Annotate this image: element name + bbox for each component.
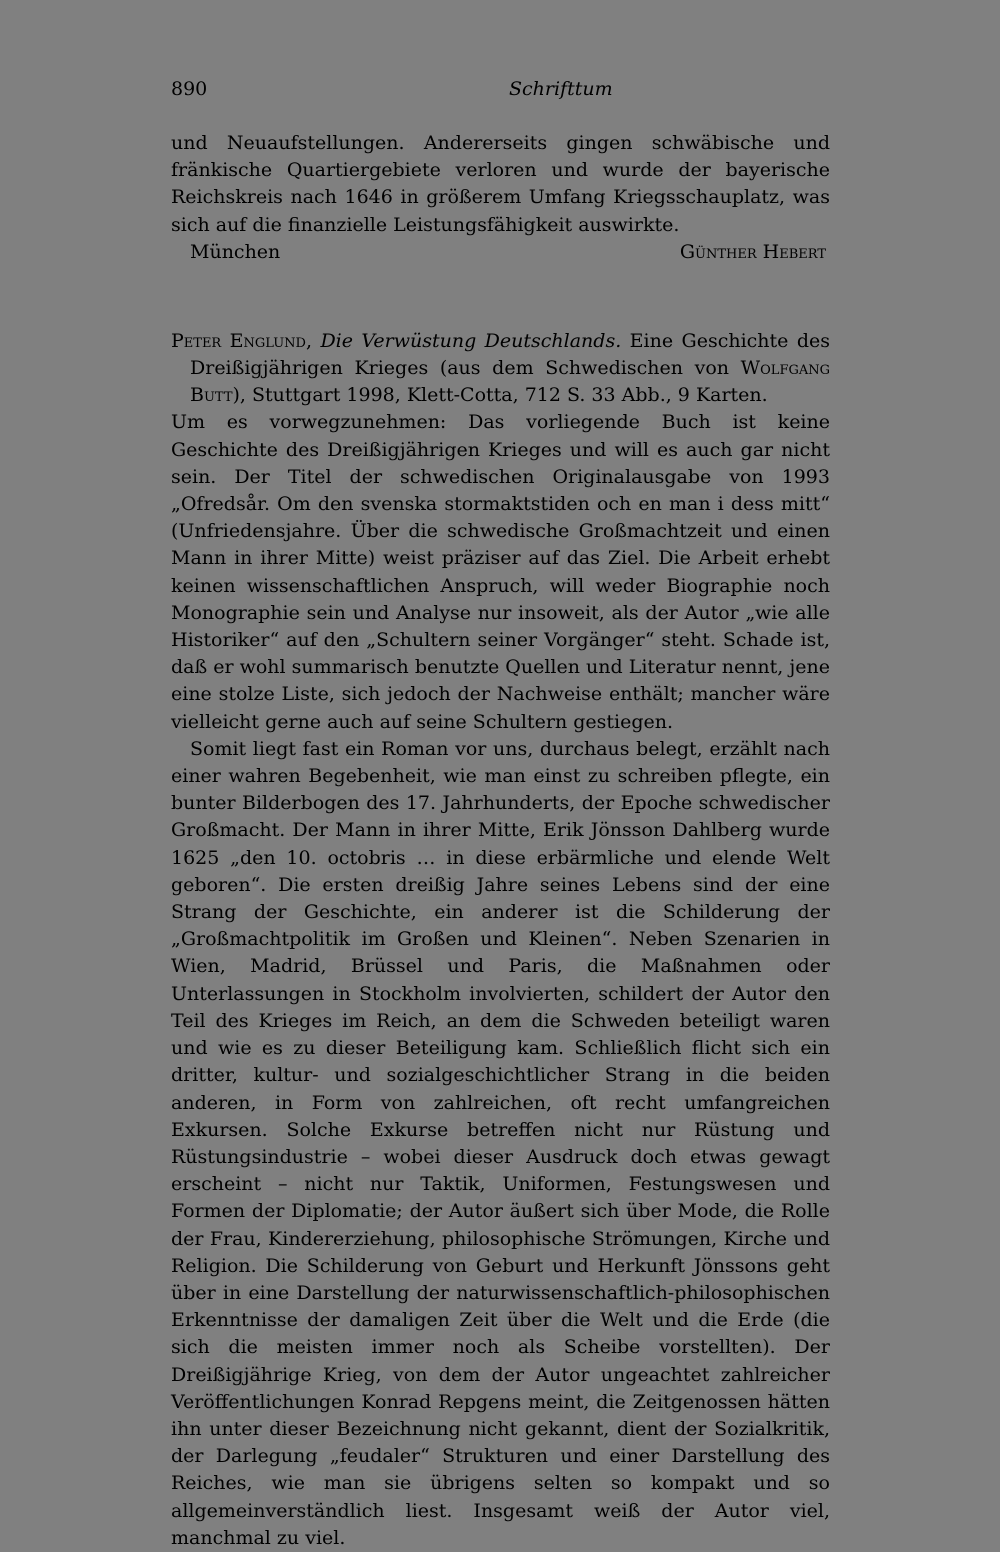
page-header bbox=[171, 78, 830, 110]
book-title: Die Verwüstung Deutschlands. bbox=[320, 329, 622, 352]
review-paragraph-1: Um es vorwegzunehmen: Das vorliegende Buch ist keine Geschichte des Dreißigjährigen Krieges und will es auch gar nicht sein. Der Titel der schwedischen Originalausgabe von 1993 „Ofredsår. Om den svenska stormaktstiden och en man i dess mitt“ (Unfriedensjahre. Über die schwedische Großmachtzeit und einen Mann in ihrer Mitte) weist präziser auf das Ziel. Die Arbeit erhebt keinen wissenschaftlichen Anspruch, will weder Biographie noch Monographie sein und Analyse nur insoweit, als der Autor „wie alle Historiker“ auf den „Schultern seiner Vorgänger“ steht. Schade ist, daß er wohl summarisch benutzte Quellen und Literatur nennt, jene eine stolze Liste, sich jedoch der Nachweise enthält; mancher wäre vielleicht gerne auch auf seine Schultern gestiegen. bbox=[171, 411, 830, 733]
signature-reviewer: Günther Hebert bbox=[679, 240, 826, 263]
page-number: 890 bbox=[171, 78, 208, 100]
running-head: Schrifttum bbox=[509, 78, 613, 100]
book-author: Peter Englund bbox=[171, 329, 306, 352]
section-gap bbox=[171, 266, 830, 328]
previous-review-ending: und Neuaufstellungen. Andererseits gingen schwäbische und fränkische Quartiergebiete verloren und wurde der bayerische Reichskreis nach 1646 in größerem Umfang Kriegsschauplatz, was sich auf die finanzielle Leistungsfähigkeit auswirkte. bbox=[171, 132, 830, 236]
text-block bbox=[171, 130, 830, 1552]
review-paragraph-2: Somit liegt fast ein Roman vor uns, durchaus belegt, erzählt nach einer wahren Begebenheit, wie man einst zu schreiben pflegte, ein bunter Bilderbogen des 17. Jahrhunderts, der Epoche schwedischer Großmacht. Der Mann in ihrer Mitte, Erik Jönsson Dahlberg wurde 1625 „den 10. octobris … in diese erbärmliche und elende Welt geboren“. Die ersten dreißig Jahre seines Lebens sind der eine Strang der Geschichte, ein anderer ist die Schilderung der „Großmachtpolitik im Großen und Kleinen“. Neben Szenarien in Wien, Madrid, Brüssel und Paris, die Maßnahmen oder Unterlassungen in Stockholm involvierten, schildert der Autor den Teil des Krieges im Reich, an dem die Schweden beteiligt waren und wie es zu dieser Beteiligung kam. Schließlich flicht sich ein dritter, kultur- und sozialgeschichtlicher Strang in die beiden anderen, in Form von zahlreichen, oft recht umfangreichen Exkursen. Solche Exkurse betreffen nicht nur Rüstung und Rüstungsindustrie – wobei dieser Ausdruck doch etwas gewagt erscheint – nicht nur Taktik, Uniformen, Festungswesen und Formen der Diplomatie; der Autor äußert sich über Mode, die Rolle der Frau, Kindererziehung, philosophische Strömungen, Kirche und Religion. Die Schilderung von Geburt und Herkunft Jönssons geht über in eine Darstellung der naturwissenschaftlich-philosophischen Erkenntnisse der damaligen Zeit über die Welt und die Erde (die sich die meisten immer noch als Scheibe vorstellten). Der Dreißigjährige Krieg, von dem der Autor ungeachtet zahlreicher Veröffentlichungen Konrad Repgens meint, die Zeitgenossen hätten ihn unter dieser Bezeichnung nicht gekannt, dient der Sozialkritik, der Darlegung „feudaler“ Strukturen und einer Darstellung des Reiches, wie man sie übrigens selten so kompakt und so allgemeinverständlich liest. Insgesamt weiß der Autor viel, manchmal zu viel. bbox=[171, 737, 830, 1549]
book-translator: Wolfgang Butt bbox=[190, 357, 830, 407]
signature-place: München bbox=[190, 240, 281, 263]
review-signature bbox=[171, 239, 830, 266]
bibliographic-entry: Peter Englund, Die Verwüstung Deutschlands. Eine Geschichte des Dreißigjährigen Krieges (aus dem Schwedischen von Wolfgang Butt), Stuttgart 1998, Klett-Cotta, 712 S. 33 Abb., 9 Karten. bbox=[171, 329, 830, 407]
book-publication-details: ), Stuttgart 1998, Klett-Cotta, 712 S. 33 Abb., 9 Karten. bbox=[232, 384, 768, 407]
book-subtitle-pre: Eine Geschichte des Dreißigjährigen Krieges (aus dem Schwedischen von bbox=[190, 329, 830, 380]
